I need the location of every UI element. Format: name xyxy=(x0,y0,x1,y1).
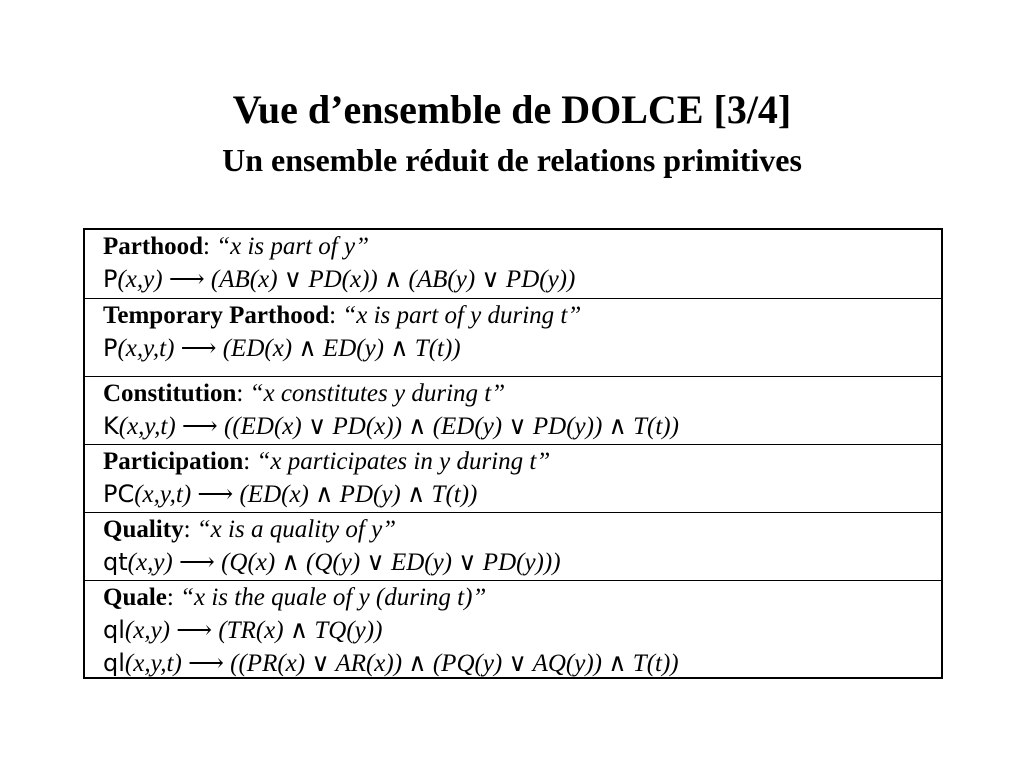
relation-separator: : xyxy=(183,516,197,543)
relation-heading xyxy=(103,445,941,478)
relation-heading xyxy=(103,230,941,263)
formula-expression: (x,y) ⟶ (Q(x) ∧ (Q(y) ∨ ED(y) ∨ PD(y))) xyxy=(127,549,561,576)
formula-expression: (x,y,t) ⟶ (ED(x) ∧ ED(y) ∧ T(t)) xyxy=(117,335,461,362)
slide-subtitle: Un ensemble réduit de relations primitives xyxy=(222,142,802,178)
relation-gloss: “x participates in y during t” xyxy=(256,448,551,475)
relation-formula xyxy=(103,263,941,296)
relation-gloss: “x is the quale of y (during t)” xyxy=(180,584,487,611)
relation-gloss: “x is part of y” xyxy=(216,233,369,260)
relation-symbol: ql xyxy=(103,616,125,644)
slide-title: Vue d’ensemble de DOLCE [3/4] xyxy=(232,87,792,132)
relations-table xyxy=(83,228,943,679)
relation-symbol: PC xyxy=(103,480,135,508)
relation-name: Participation xyxy=(103,448,244,475)
relation-formula xyxy=(103,478,941,511)
relation-separator: : xyxy=(329,302,343,329)
relation-heading xyxy=(103,581,941,614)
relation-symbol: K xyxy=(103,412,119,440)
relation-name: Parthood xyxy=(103,233,203,260)
relation-separator: : xyxy=(166,584,181,611)
relation-formula xyxy=(103,614,941,647)
relation-formula xyxy=(103,410,941,443)
relation-name: Quality xyxy=(103,516,184,543)
formula-expression: (x,y,t) ⟶ ((PR(x) ∨ AR(x)) ∧ (PQ(y) ∨ AQ(y)) ∧ T(t)) xyxy=(124,650,679,677)
relation-gloss: “x is part of y during t” xyxy=(342,302,582,329)
relation-formula xyxy=(103,647,941,680)
relation-row-quale xyxy=(85,580,941,677)
formula-expression: (x,y,t) ⟶ (ED(x) ∧ PD(y) ∧ T(t)) xyxy=(134,481,478,508)
relation-name: Quale xyxy=(103,584,167,611)
formula-expression: (x,y) ⟶ (TR(x) ∧ TQ(y)) xyxy=(124,617,383,644)
relation-symbol: P xyxy=(103,265,118,293)
relation-formula xyxy=(103,332,941,365)
relation-symbol: P xyxy=(103,334,118,362)
relation-row-parthood xyxy=(85,230,941,298)
formula-expression: (x,y,t) ⟶ ((ED(x) ∨ PD(x)) ∧ (ED(y) ∨ PD(y)) ∧ T(t)) xyxy=(118,413,679,440)
relation-symbol: qt xyxy=(103,548,128,576)
relation-heading xyxy=(103,513,941,546)
relation-heading xyxy=(103,377,941,410)
relation-separator: : xyxy=(236,380,250,407)
relation-separator: : xyxy=(243,448,257,475)
relation-heading xyxy=(103,299,941,332)
relation-name: Temporary Parthood xyxy=(103,302,330,329)
relation-row-quality xyxy=(85,512,941,580)
relation-row-participation xyxy=(85,444,941,512)
relation-gloss: “x constitutes y during t” xyxy=(249,380,506,407)
formula-expression: (x,y) ⟶ (AB(x) ∨ PD(x)) ∧ (AB(y) ∨ PD(y)) xyxy=(117,266,576,293)
relation-separator: : xyxy=(203,233,217,260)
relation-row-temporary-parthood xyxy=(85,298,941,376)
relation-gloss: “x is a quality of y” xyxy=(196,516,397,543)
relation-name: Constitution xyxy=(103,380,237,407)
relation-symbol: ql xyxy=(103,649,125,677)
relation-formula xyxy=(103,546,941,579)
relation-row-constitution xyxy=(85,376,941,444)
